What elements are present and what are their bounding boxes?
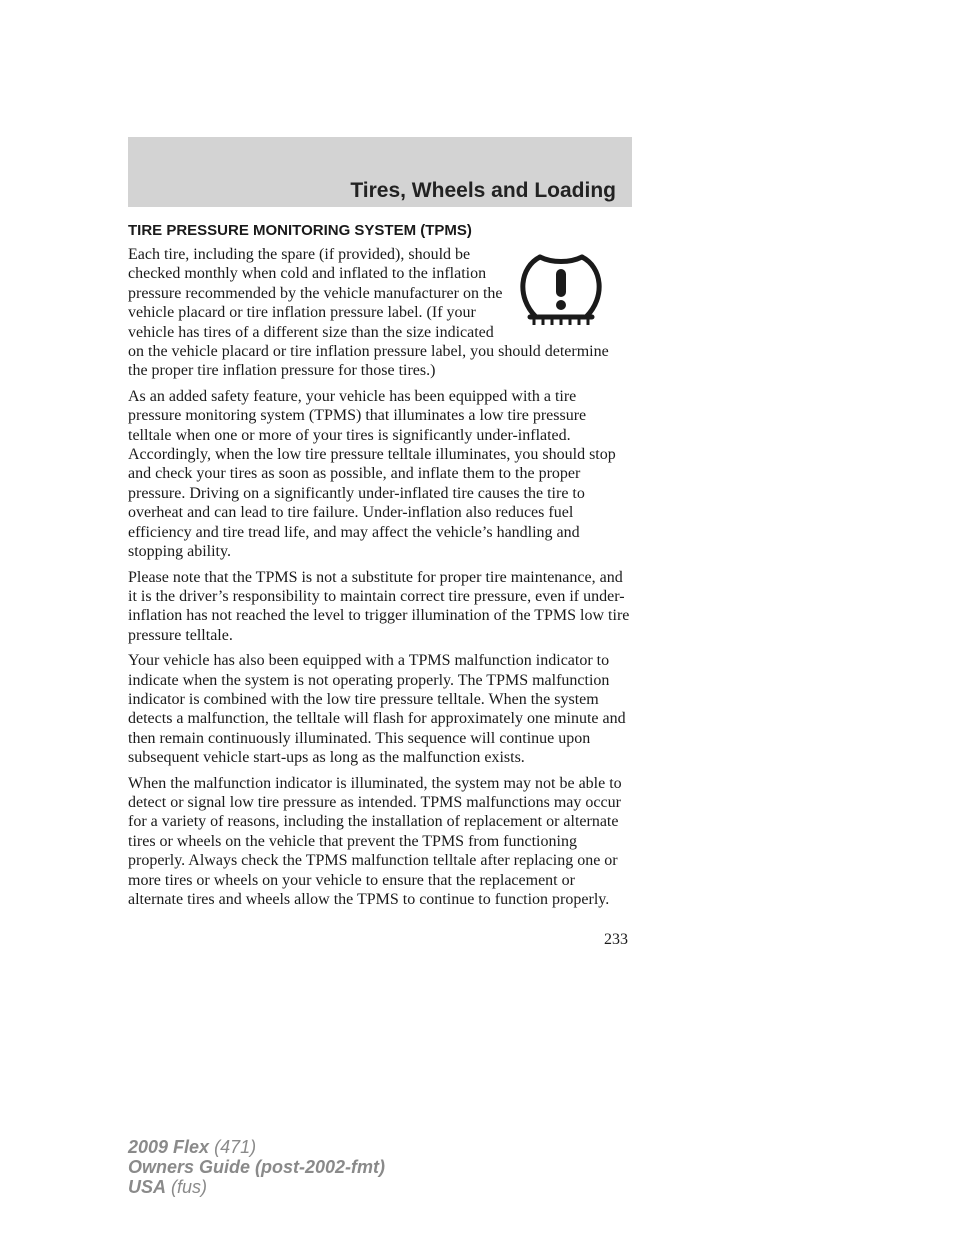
footer-line-3	[128, 1177, 385, 1197]
chapter-title: Tires, Wheels and Loading	[350, 179, 616, 202]
section-heading: TIRE PRESSURE MONITORING SYSTEM (TPMS)	[128, 222, 472, 239]
footer-model: 2009 Flex	[128, 1137, 210, 1157]
paragraph-1	[128, 245, 632, 381]
page-content	[128, 221, 632, 915]
footer-line-1	[128, 1137, 385, 1157]
page-number: 233	[604, 931, 628, 948]
footer-market: USA	[128, 1177, 167, 1197]
footer-market-code: (fus)	[171, 1177, 208, 1197]
paragraph-1-intro: Each tire, including the spare (if provided), should be checked monthly when cold and inflated to the inflation pressure recommended by the vehicle manufacturer on the	[128, 246, 503, 302]
footer-line-2: Owners Guide (post-2002-fmt)	[128, 1157, 386, 1177]
paragraph-5: When the malfunction indicator is illuminated, the system may not be able to detect or signal low tire pressure as intended. TPMS malfunctions may occur for a variety of reasons, including the installation of replacement or alternate tires or wheels on the vehicle that prevent the TPMS from functioning properly. Always check the TPMS malfunction telltale after replacing one or more tires or wheels on your vehicle to ensure that the replacement or alternate tires and wheels allow the TPMS to continue to function properly.	[128, 774, 622, 908]
footer-model-code: (471)	[214, 1137, 257, 1157]
footer	[128, 1137, 385, 1197]
paragraph-1-rest: vehicle placard or tire inflation pressure label. (If your vehicle has tires of a different size than the size indicated on the vehicle placard or tire inflation pressure label, you should determine the proper tire inflation pressure for those tires.)	[128, 304, 609, 380]
paragraph-4: Your vehicle has also been equipped with a TPMS malfunction indicator to indicate when the system is not operating properly. The TPMS malfunction indicator is combined with the low tire pressure telltale. When the system detects a malfunction, the telltale will flash for approximately one minute and then remain continuously illuminated. This sequence will continue upon subsequent vehicle start-ups as long as the malfunction exists.	[128, 652, 626, 767]
low-tire-pressure-icon	[516, 251, 606, 331]
paragraph-2: As an added safety feature, your vehicle has been equipped with a tire pressure monitoring system (TPMS) that illuminates a low tire pressure telltale when one or more of your tires is significantly under-inflated. Accordingly, when the low tire pressure telltale illuminates, you should stop and check your tires as soon as possible, and inflate them to the proper pressure. Driving on a significantly under-inflated tire causes the tire to overheat and can lead to tire failure. Under-inflation also reduces fuel efficiency and tire tread life, and may affect the vehicle’s handling and stopping ability.	[128, 387, 616, 561]
paragraph-3: Please note that the TPMS is not a substitute for proper tire maintenance, and it is the driver’s responsibility to maintain correct tire pressure, even if under-inflation has not reached the level to trigger illumination of the TPMS low tire pressure telltale.	[128, 568, 630, 644]
header-band	[128, 137, 632, 207]
